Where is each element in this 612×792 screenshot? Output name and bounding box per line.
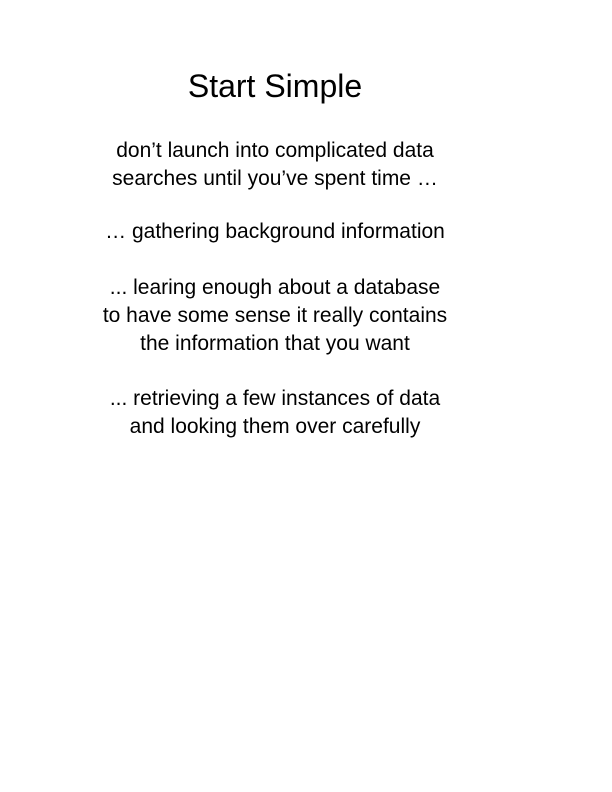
paragraph-line: … gathering background information — [105, 220, 445, 243]
paragraph-line: to have some sense it really contains — [102, 304, 448, 327]
paragraph-line: don’t launch into complicated data — [116, 139, 434, 162]
paragraph-line: searches until you’ve spent time … — [112, 167, 438, 190]
paragraph-gathering — [0, 218, 550, 246]
paragraph-line: ... retrieving a few instances of data — [109, 387, 441, 410]
paragraph-line: the information that you want — [140, 332, 410, 355]
slide-title: Start Simple — [187, 68, 363, 104]
paragraph-line: and looking them over carefully — [129, 415, 421, 438]
paragraph-retrieving — [0, 385, 550, 441]
paragraph-learning — [0, 274, 550, 358]
paragraph-intro — [0, 137, 550, 193]
paragraph-line: ... learing enough about a database — [109, 276, 441, 299]
